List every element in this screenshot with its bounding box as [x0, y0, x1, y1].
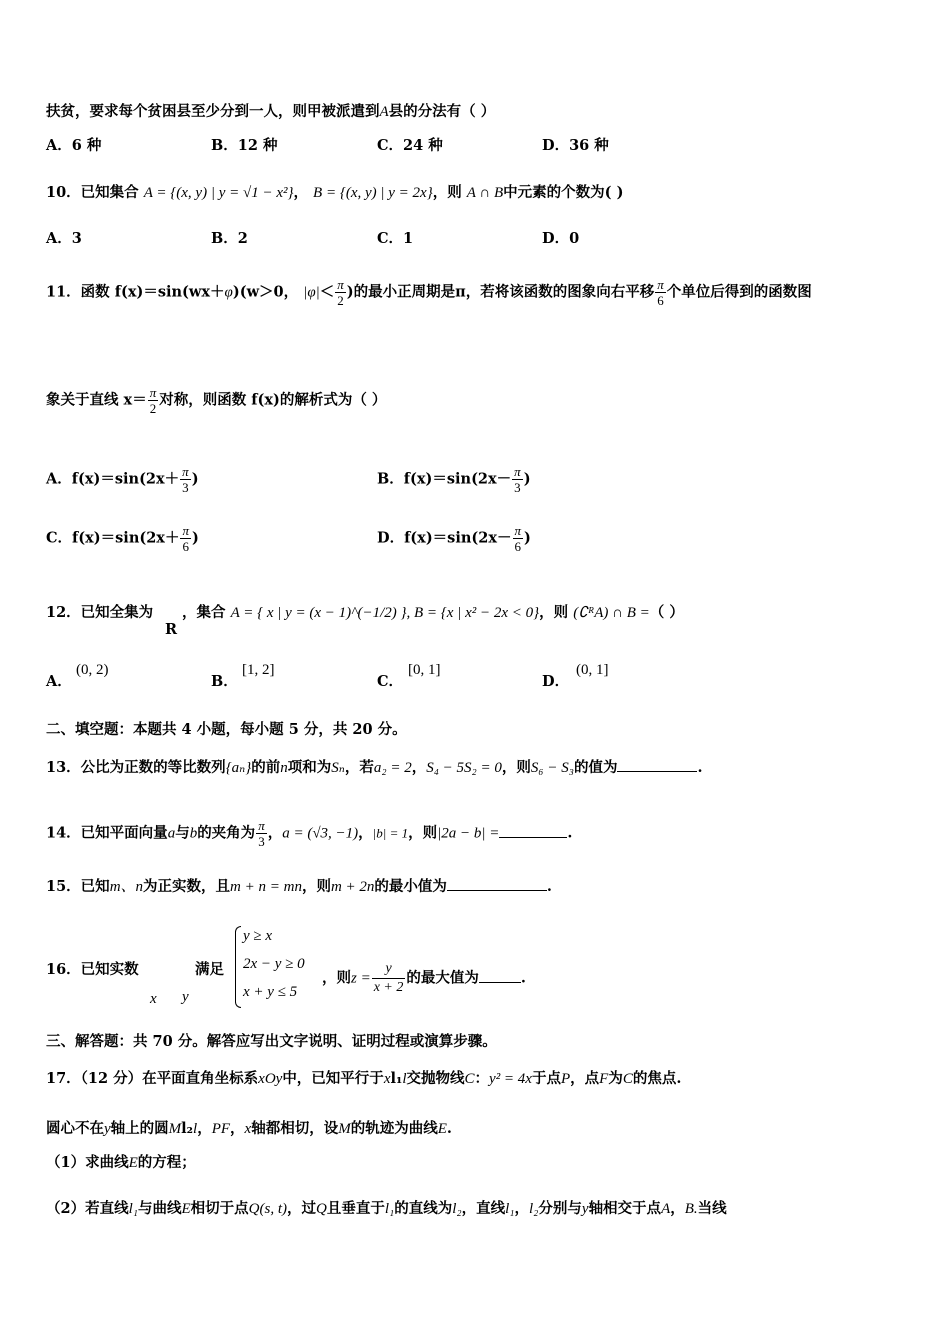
- q13-stem: 13．公比为正数的等比数列{aₙ}的前n项和为Sₙ，若a₂ = 2，S₄ − 5S₂ = 0，则S₆ − S₃的值为 .: [46, 759, 703, 776]
- section-3-heading: 三、解答题：共 70 分。解答应写出文字说明、证明过程或演算步骤。: [46, 1033, 497, 1050]
- q10-option-a: A．3: [46, 230, 82, 247]
- q12-option-d: D．: [542, 673, 570, 690]
- q9-stem: 扶贫，要求每个贫困县至少分到一人，则甲被派遣到A县的分法有（ ）: [46, 103, 496, 120]
- q16-constraint-2: 2x − y ≥ 0: [243, 956, 305, 972]
- q17-stem-line2: 圆心不在y轴上的圆Ml₂l，PF，x轴都相切，设M的轨迹为曲线E.: [46, 1120, 452, 1137]
- q11-stem-line2: 象关于直线 x＝ $\frac{\pi}{2}$ 对称，则函数 f(x)的解析式为（ ）: [46, 385, 387, 416]
- q12-option-b: B．: [211, 673, 238, 690]
- q11-stem-line1: 11．函数 f(x)＝sin(wx＋φ)(w＞0， |φ|＜ $\frac{\pi}{2}$ )的最小正周期是π，若将该函数的图象向右平移 $\frac{\pi}{6}$ 个单位后得到的函数图: [46, 277, 812, 308]
- q10-option-d: D．0: [542, 230, 580, 247]
- q10-set-b: B = {(x, y) | y = 2x}: [313, 185, 433, 201]
- q11-pi-over-6: $\frac{\pi}{6}$: [657, 277, 664, 308]
- q12-option-a: A．: [46, 673, 72, 690]
- q12-expression: (∁ᴿA) ∩ B =: [573, 605, 650, 621]
- q17-part-2: （2）若直线l₁与曲线E相切于点Q(s, t)，过Q且垂直于l₁的直线为l₂，直线l₁，l₂分别与y轴相交于点A，B.当线: [46, 1200, 727, 1217]
- q14-answer-blank[interactable]: [499, 823, 567, 838]
- q10-option-b: B．2: [211, 230, 248, 247]
- q10-intersection: A ∩ B: [466, 185, 504, 201]
- q9-option-d: D．36 种: [542, 137, 609, 154]
- q12-stem: 12．已知全集为: [46, 604, 154, 621]
- q12-stem-mid: ，集合 A = { x | y = (x − 1)^(−1/2) }, B = {x | x² − 2x < 0}，则 (∁ᴿA) ∩ B =（ ）: [182, 604, 684, 621]
- q15-stem: 15．已知m、n为正实数，且m + n = mn，则m + 2n的最小值为 .: [46, 878, 552, 895]
- q12-sets: A = { x | y = (x − 1)^(−1/2) }, B = {x | x² − 2x < 0}: [230, 605, 540, 621]
- q16-constraint-3: x + y ≤ 5: [243, 984, 298, 1000]
- q12-universal-set: R: [165, 621, 178, 638]
- q11-pi-over-2-b: $\frac{\pi}{2}$: [149, 385, 157, 416]
- q16-stem-start: 16．已知实数: [46, 961, 139, 978]
- q11-option-b: B．f(x)＝sin(2x－ $\frac{\pi}{3}$ ): [377, 464, 531, 495]
- q12-option-c: C．: [377, 673, 404, 690]
- q9-option-c: C．24 种: [377, 137, 443, 154]
- section-2-heading: 二、填空题：本题共 4 小题，每小题 5 分，共 20 分。: [46, 721, 407, 738]
- q10-stem: 10．已知集合 A = {(x, y) | y = √1 − x²}， B = {(x, y) | y = 2x}，则 A ∩ B中元素的个数为( ): [46, 184, 624, 201]
- q17-stem-line1: 17．（12 分）在平面直角坐标系xOy中，已知平行于xl₁l交抛物线C：y² = 4x于点P，点F为C的焦点.: [46, 1070, 682, 1087]
- q17-part-1: （1）求曲线E的方程；: [46, 1154, 196, 1171]
- exam-page: 扶贫，要求每个贫困县至少分到一人，则甲被派遣到A县的分法有（ ） A．6 种 B．12 种 C．24 种 D．36 种 10．已知集合 A = {(x, y) | y = √1 − x²}， B = {(x, y) | y = 2x}，则 A ∩ B中元素的个数为( ) A．3 B．2 C．1 D．0 11．函数 f(x)＝sin(wx＋φ)(w＞0， |φ|＜ $\frac{\pi}{2}$ )的最小正周期是π，若将该函数的图象向右平移 $\frac{\pi}{6}$ 个单位后得到的函数图 象关于直线 x＝ $\frac{\pi}{2}$ 对称，则函数 f(x)的解析式为（ ） A．f(x)＝sin(2x＋ $\frac{\pi}{3}$ ) B．f(x)＝sin(2x－ $\frac{\pi}{3}$ ) C．f(x)＝sin(2x＋ $\frac{\pi}{6}$ ) D．f(x)＝sin(2x－ $\frac{\pi}{6}$ ) 12．已知全集为 R ，集合 A = { x | y = (x − 1)^(−1/2) }, B = {x | x² − 2x < 0}，则 (∁ᴿA) ∩ B =（ ） A． (0, 2) B． [1, 2] C． [0, 1] D． (0, 1] 二、填空题：本题共 4 小题，每小题 5 分，共 20 分。 13．公比为正数的等比数列{aₙ}的前n项和为Sₙ，若a₂ = 2，S₄ − 5S₂ = 0，则S₆ − S₃的值为 . 14．已知平面向量a与b的夹角为 $\frac{\pi}{3}$ ，a = (√3, −1)，|b| = 1，则|2a − b| = . 15．已知m、n为正实数，且m + n = mn，则m + 2n的最小值为 . 16．已知实数 x y 满足 y ≥ x 2x − y ≥ 0 x + y ≤ 5 ，则z = $\frac{y}{x + 2}$ 的最大值为 . 三、解答题：共 70 分。解答应写出文字说明、证明过程或演算步骤。 17．（12 分）在平面直角坐标系xOy中，已知平行于xl₁l交抛物线C：y² = 4x于点P，点F为C的焦点. 圆心不在y轴上的圆Ml₂l，PF，x轴都相切，设M的轨迹为曲线E. （1）求曲线E的方程； （2）若直线l₁与曲线E相切于点Q(s, t)，过Q且垂直于l₁的直线为l₂，直线l₁，l₂分别与y轴相交于点A，B.当线: [46, 103, 812, 1217]
- q16-stem-end: ，则z = $\frac{y}{x + 2}$ 的最大值为 .: [322, 961, 526, 995]
- q11-option-d: D．f(x)＝sin(2x－ $\frac{\pi}{6}$ ): [377, 523, 531, 554]
- q15-answer-blank[interactable]: [447, 876, 547, 891]
- q13-answer-blank[interactable]: [617, 757, 697, 772]
- q10-set-a: A = {(x, y) | y = √1 − x²}: [143, 185, 294, 201]
- q16-constraint-1: y ≥ x: [243, 928, 273, 944]
- q16-system-brace: [235, 926, 241, 1008]
- q9-option-b: B．12 种: [211, 137, 278, 154]
- q10-option-c: C．1: [377, 230, 414, 247]
- q11-option-c: C．f(x)＝sin(2x＋ $\frac{\pi}{6}$ ): [46, 523, 199, 554]
- q11-pi-over-2: $\frac{\pi}{2}$: [337, 277, 344, 308]
- q11-option-a: A．f(x)＝sin(2x＋ $\frac{\pi}{3}$ ): [46, 464, 199, 495]
- q14-stem: 14．已知平面向量a与b的夹角为 $\frac{\pi}{3}$ ，a = (√3, −1)，|b| = 1，则|2a − b| = .: [46, 818, 573, 849]
- q9-option-a: A．6 种: [46, 137, 102, 154]
- q16-answer-blank[interactable]: [479, 968, 521, 983]
